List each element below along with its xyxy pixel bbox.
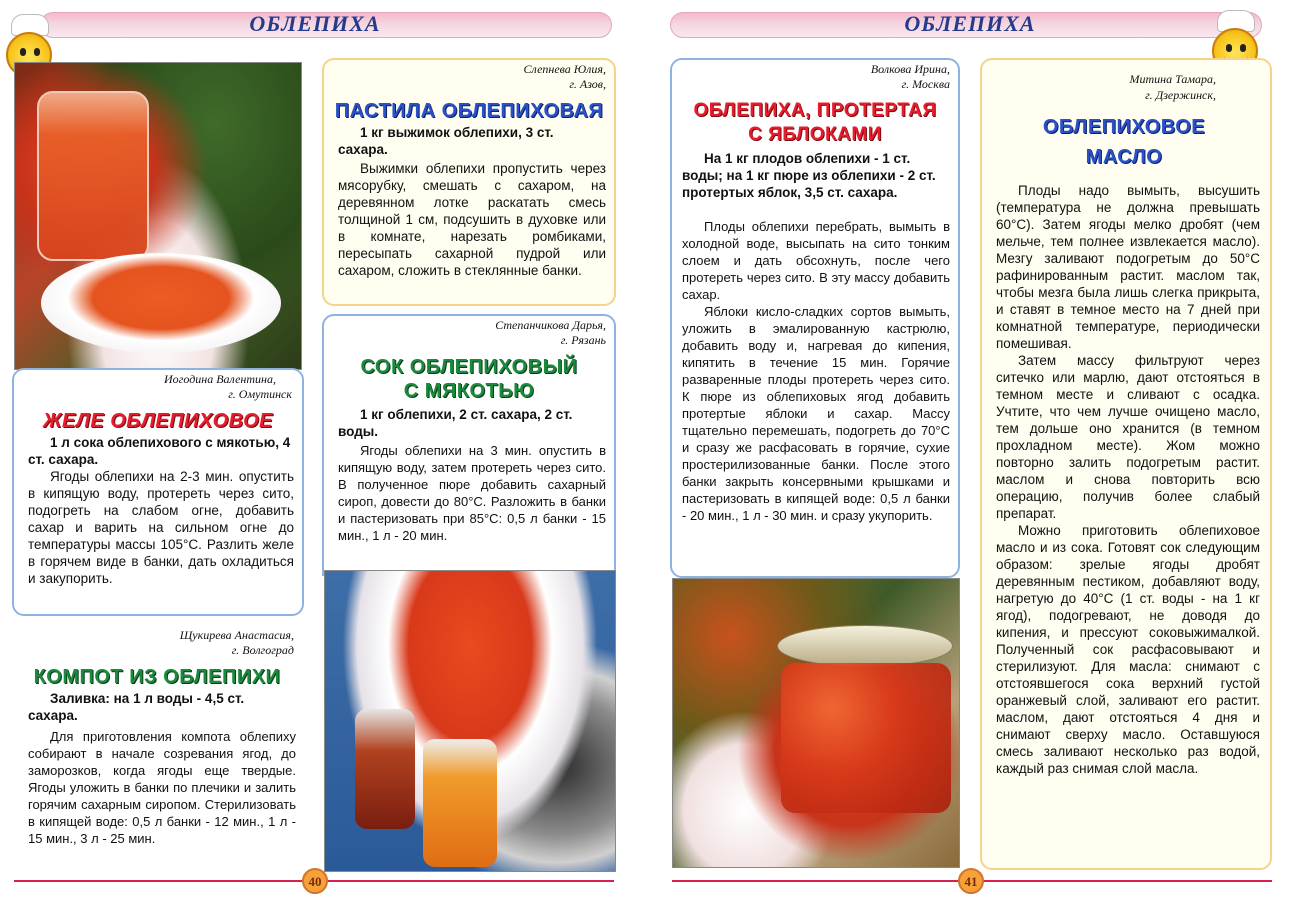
recipe-city: г. Рязань xyxy=(560,333,606,347)
recipe-paragraph: Затем массу фильтруют через ситечко или марлю, дают отстояться в темном месте и сливают с осадка. Учтите, что чем лучше очищено масло, тем дольше оно хранится (в темном прохладном месте). Жом можно повторно залить подогретым растит. маслом и снова повторить всю операцию, получив более слабый препарат. xyxy=(996,353,1260,521)
recipe-ingredients: Заливка: на 1 л воды - 4,5 ст. сахара. xyxy=(28,691,245,723)
recipe-title-line2: МАСЛО xyxy=(1085,146,1163,168)
recipe-city: г. Волгоград xyxy=(231,643,294,657)
recipe-title-line1: ОБЛЕПИХОВОЕ xyxy=(1042,116,1206,138)
recipe-text xyxy=(996,182,1260,777)
recipe-paragraph: Ягоды облепихи на 3 мин. опустить в кипящую воду, затем протереть через сито. В полученное пюре добавить сахарный сироп, довести до 80°С. Разложить в банки и пастеризовать при 85°С: 0,5 л банки - 15 мин., 1 л - 20 мин. xyxy=(338,443,606,543)
recipe-title: ЖЕЛЕ ОБЛЕПИХОВОЕ xyxy=(42,410,274,432)
recipe-city: г. Омутинск xyxy=(228,387,292,401)
recipe-sok-card xyxy=(322,314,616,576)
recipe-author: Митина Тамара, xyxy=(1129,72,1216,86)
recipe-paragraph: Ягоды облепихи на 2-3 мин. опустить в кипящую воду, протереть через сито, подогреть на слабом огне, добавить сахар и варить на сильном огне до температуры массы 105°С. Разлить желе в горячем виде в банки, дать охладиться и закупорить. xyxy=(28,469,294,586)
berries-photo xyxy=(324,570,616,872)
recipe-paragraph: Яблоки кисло-сладких сортов вымыть, уложить в эмалированную кастрюлю, добавить воду и, нагревая до кипения, кипятить в течение 15 мин. Горячие разваренные плоды протереть через сито. К пюре из облепиховых ягод добавить протертые яблоки и сахар. Массу тщательно перемешать, подогреть до 70°С и сразу же расфасовать в горячие, сухие простерилизованные банки. После этого банки закрыть консервными крышками и пастеризовать в кипящей воде: 0,5 л банки - 20 мин., 1 л - 30 мин. и сразу укупорить. xyxy=(682,304,950,523)
recipe-text xyxy=(338,160,606,279)
recipe-city: г. Азов, xyxy=(569,77,606,91)
recipe-title: КОМПОТ ИЗ ОБЛЕПИХИ xyxy=(33,666,281,688)
right-page-title: ОБЛЕПИХА xyxy=(904,11,1036,36)
recipe-title-line1: ОБЛЕПИХА, ПРОТЕРТАЯ xyxy=(693,100,937,121)
recipe-protertaya-card xyxy=(670,58,960,578)
recipe-text xyxy=(28,468,294,587)
recipe-paragraph: Плоды облепихи перебрать, вымыть в холодной воде, высыпать на сито тонким слоем и дать обсохнуть, после чего протереть через сито. В эту массу добавить сахар. xyxy=(682,219,950,302)
recipe-text xyxy=(682,218,950,524)
recipe-paragraph: Можно приготовить облепиховое масло и из сока. Готовят сок следующим образом: зрелые ягоды дробят деревянным пестиком, добавляют воду, нагретую до 40°С (1 ст. воды - на 1 кг ягод), подогревают, не доводя до кипения, и прессуют соковыжималкой. Полученный сок расфасовывают и стерилизуют. Для масла: снимают с отстоявшегося сока верхний густой оранжевый слой, заливают его растит. маслом, дают отстояться 4 дня и снимают сверху масло. Оставшуюся смесь заливают несколько раз водой, каждый раз снимая слой масла. xyxy=(996,523,1260,776)
recipe-paragraph: Плоды надо вымыть, высушить (температура не должна превышать 60°С). Затем ягоды мелко дробят (чем мельче, тем полнее извлекается масло). Мезгу заливают подогретым до 50°С рафинированным растит. маслом так, чтобы мезга была лишь слегка прикрыта, и ставят в темное место на 7 дней при комнатной температуре, периодически помешивая. xyxy=(996,183,1260,351)
recipe-author: Слепнева Юлия, xyxy=(523,62,606,76)
left-page-title: ОБЛЕПИХА xyxy=(249,11,381,36)
page-number: 40 xyxy=(302,868,328,894)
recipe-title-line2: С МЯКОТЬЮ xyxy=(403,380,535,402)
recipe-title-line1: СОК ОБЛЕПИХОВЫЙ xyxy=(360,356,578,378)
recipe-author: Волкова Ирина, xyxy=(870,62,950,76)
recipe-ingredients: 1 л сока облепихового с мякотью, 4 ст. сахара. xyxy=(28,435,291,467)
recipe-city: г. Дзержинск, xyxy=(1145,88,1216,102)
recipe-text xyxy=(28,728,296,847)
recipe-ingredients: 1 кг облепихи, 2 ст. сахара, 2 ст. воды. xyxy=(338,407,573,439)
recipe-title: ПАСТИЛА ОБЛЕПИХОВАЯ xyxy=(334,100,604,122)
recipe-maslo-card xyxy=(980,58,1272,870)
recipe-ingredients: На 1 кг плодов облепихи - 1 ст. воды; на 1 кг пюре из облепихи - 2 ст. протертых яблок, 3,5 ст. сахара. xyxy=(682,151,936,200)
recipe-paragraph: Для приготовления компота облепиху собирают в начале созревания ягод, до заморозков, когда ягоды еще твердые. Ягоды уложить в банки по плечики и залить горячим сахарным сиропом. Стерилизовать в кипящей воде: 0,5 л банки - 12 мин., 1 л - 15 мин., 3 л - 25 мин. xyxy=(28,729,296,846)
recipe-ingredients: 1 кг выжимок облепихи, 3 ст. сахара. xyxy=(338,125,554,157)
recipe-author: Щукирева Анастасия, xyxy=(179,628,294,642)
recipe-title-line2: С ЯБЛОКАМИ xyxy=(748,124,882,145)
recipe-zhele-card xyxy=(12,368,304,616)
page-number: 41 xyxy=(958,868,984,894)
recipe-author: Степанчикова Дарья, xyxy=(495,318,606,332)
recipe-paragraph: Выжимки облепихи пропустить через мясорубку, смешать с сахаром, на деревянном лотке раскатать смесь толщиной 1 см, подсушить в духовке или в комнате, нарезать ромбиками, пересыпать сахарной пудрой или сахаром, сложить в стеклянные банки. xyxy=(338,161,606,278)
jelly-photo xyxy=(14,62,302,370)
jar-photo xyxy=(672,578,960,868)
recipe-city: г. Москва xyxy=(901,77,950,91)
recipe-pastila-card xyxy=(322,58,616,306)
recipe-author: Иогодина Валентина, xyxy=(164,372,276,386)
recipe-text xyxy=(338,442,606,544)
